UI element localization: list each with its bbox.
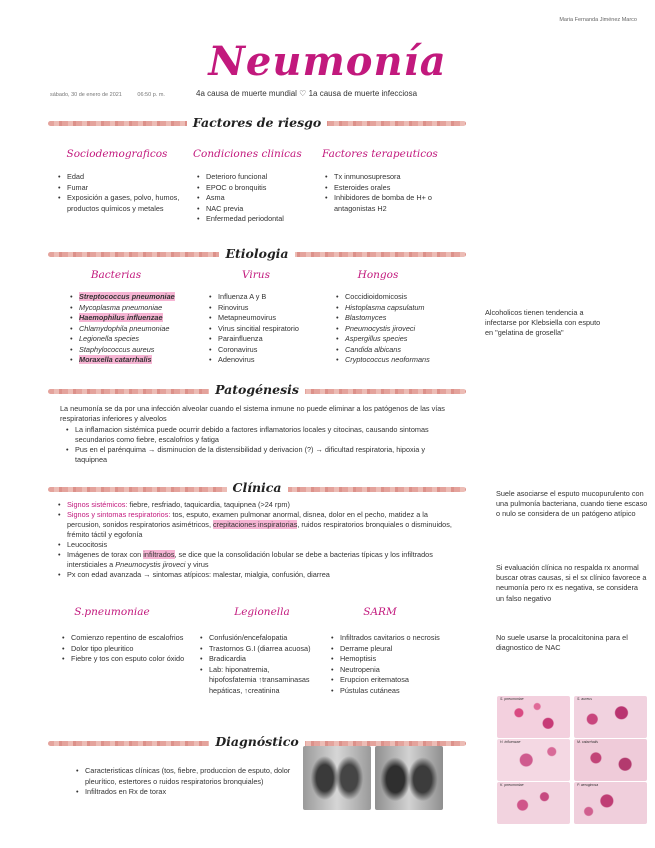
etiology-bacteria-list xyxy=(70,292,195,366)
micro-kpneumoniae-image: K. pneumoniae xyxy=(497,782,570,824)
micro-hinfluenzae-image: H. influenzae xyxy=(497,739,570,781)
list-item: • Rinovirus xyxy=(209,303,334,314)
sputum-side-note: Suele asociarse el esputo mucopurulento con una pulmonía bacteriana, cuando tiene escaso o nulo se considera de un patógeno atípico xyxy=(496,489,648,519)
list-item: • Leucocitosis xyxy=(58,540,452,550)
list-item: • Mycoplasma pneumoniae xyxy=(70,303,195,314)
diagnosis-heading: Diagnóstico xyxy=(0,734,514,749)
list-item: • Legionella species xyxy=(70,334,195,345)
list-item: • Blastomyces xyxy=(336,313,466,324)
list-item: • Haemophilus influenzae xyxy=(70,313,195,324)
list-item: • Signos sistémicos: fiebre, resfriado, taquicardia, taquipnea (>24 rpm) xyxy=(58,500,452,510)
legionella-list xyxy=(200,633,318,696)
micro-saureus-image: S. aureus xyxy=(574,696,647,738)
list-item: • Infiltrados en Rx de torax xyxy=(76,787,296,798)
list-item: • Imágenes de torax con infiltrados, se dice que la consolidación lobular se debe a bacterias típicas y los infiltrados intersticiales a Pneumocystis jiroveci y virus xyxy=(58,550,452,570)
list-item: • Pneumocystis jiroveci xyxy=(336,324,466,335)
list-item: • Parainfluenza xyxy=(209,334,334,345)
author-name: Maria Fernanda Jiménez Marco xyxy=(559,17,637,23)
etiology-bacteria-heading: Bacterias xyxy=(90,269,142,281)
etiology-fungi-list xyxy=(336,292,466,366)
list-item: • NAC previa xyxy=(197,204,322,215)
list-item: • Streptococcus pneumoniae xyxy=(70,292,195,303)
list-item: • Cryptococcus neoformans xyxy=(336,355,466,366)
list-item: • Tx inmunosupresora xyxy=(325,172,440,183)
risk-therapeutic-heading: Factores terapeuticos xyxy=(322,148,438,160)
list-item: • Lab: hiponatremia, hipofosfatemia ↑transaminasas hepáticas, ↑creatinina xyxy=(200,665,318,697)
risk-sociodemographic-heading: Sociodemograficos xyxy=(66,148,168,160)
list-item: • Dolor tipo pleuritico xyxy=(62,644,187,655)
list-item: • Hemoptisis xyxy=(331,654,443,665)
list-item: • Fumar xyxy=(58,183,186,194)
list-item: • Asma xyxy=(197,193,322,204)
list-item: • Enfermedad periodontal xyxy=(197,214,322,225)
risk-sociodemographic-list xyxy=(58,172,186,214)
list-item: • Derrame pleural xyxy=(331,644,443,655)
list-item: • Esteroides orales xyxy=(325,183,440,194)
list-item: • Deterioro funcional xyxy=(197,172,322,183)
sarm-list xyxy=(331,633,443,696)
risk-heading: Factores de riesgo xyxy=(0,115,514,130)
procalcitonin-side-note: No suele usarse la procalcitonina para el diagnostico de NAC xyxy=(496,633,628,653)
list-item: • Edad xyxy=(58,172,186,183)
list-item: • Chlamydophila pneumoniae xyxy=(70,324,195,335)
list-item: • Exposición a gases, polvo, humos, productos químicos y metales xyxy=(58,193,186,214)
list-item: • Coccidioidomicosis xyxy=(336,292,466,303)
etiology-virus-list xyxy=(209,292,334,366)
spneumo-list xyxy=(62,633,187,665)
list-item: • Moraxella catarrhalis xyxy=(70,355,195,366)
list-item: • Bradicardia xyxy=(200,654,318,665)
klebsiella-side-note: Alcoholicos tienen tendencia a infectarse por Klebsiella con esputo en "gelatina de grosella" xyxy=(485,308,601,338)
etiology-virus-heading: Virus xyxy=(242,269,270,281)
micro-spneumoniae-image: S. pneumoniae xyxy=(497,696,570,738)
risk-therapeutic-list xyxy=(325,172,440,214)
microscopy-image-grid xyxy=(497,696,647,824)
list-item: • Infiltrados cavitarios o necrosis xyxy=(331,633,443,644)
list-item: • Inhibidores de bomba de H+ o antagonistas H2 xyxy=(325,193,440,214)
list-item: • Trastornos G.I (diarrea acuosa) xyxy=(200,644,318,655)
sarm-heading: SARM xyxy=(363,606,397,618)
list-item: • Erupcion eritematosa xyxy=(331,675,443,686)
list-item: • Signos y sintomas respiratorios: tos, esputo, examen pulmonar anormal, disnea, dolor en el pecho, matidez a la percusion, sonidos respiratorios asimétricos, crepitaciones inspiratorias, ruidos respiratorios bronquiales o disminuidos, frémito táctil y egofonía xyxy=(58,510,452,540)
etiology-fungi-heading: Hongos xyxy=(357,269,399,281)
diagnosis-list xyxy=(76,766,296,798)
risk-clinical-heading: Condiciones clinicas xyxy=(193,148,302,160)
list-item: • Adenovirus xyxy=(209,355,334,366)
list-item: • Caracteristicas clínicas (tos, fiebre, produccion de esputo, dolor pleurítico, estertores o ruidos respiratorios bronquiales) xyxy=(76,766,296,787)
pathogenesis-list xyxy=(66,425,444,465)
chest-xray-image-1 xyxy=(303,746,371,810)
pathogenesis-intro: La neumonía se da por una infección alveolar cuando el sistema inmune no puede eliminar a los patógenos de las vías respiratorias inferiores y alveolos xyxy=(60,404,445,423)
list-item: • La inflamacion sistémica puede ocurrir debido a factores inflamatorios locales y citocinas, causando sintomas secundarios como fiebre, escalofrios y fatiga xyxy=(66,425,444,445)
clinical-list xyxy=(58,500,452,580)
list-item: • EPOC o bronquitis xyxy=(197,183,322,194)
risk-clinical-list xyxy=(197,172,322,225)
page-subtitle: 4a causa de muerte mundial ♡ 1a causa de muerte infecciosa xyxy=(196,89,418,98)
etiology-heading: Etiologia xyxy=(0,246,514,261)
xray-side-note: Si evaluación clínica no respalda rx anormal buscar otras causas, si el sx clínico favorece a neumonía pero rx es negativa, se considera un falso negativo xyxy=(496,563,647,603)
clinical-heading: Clínica xyxy=(0,480,514,495)
micro-paeruginosa-image: P. aeruginosa xyxy=(574,782,647,824)
list-item: • Coronavirus xyxy=(209,345,334,356)
list-item: • Comienzo repentino de escalofrios xyxy=(62,633,187,644)
list-item: • Influenza A y B xyxy=(209,292,334,303)
legionella-heading: Legionella xyxy=(234,606,290,618)
list-item: • Pústulas cutáneas xyxy=(331,686,443,697)
list-item: • Metapneumovirus xyxy=(209,313,334,324)
list-item: • Staphylococcus aureus xyxy=(70,345,195,356)
list-item: • Neutropenia xyxy=(331,665,443,676)
list-item: • Virus sincitial respiratorio xyxy=(209,324,334,335)
time-text: 06:50 p. m. xyxy=(137,92,165,98)
date-text: sábado, 30 de enero de 2021 xyxy=(50,92,122,98)
list-item: • Px con edad avanzada → sintomas atípicos: malestar, mialgia, confusión, diarrea xyxy=(58,570,452,580)
pathogenesis-heading: Patogénesis xyxy=(0,382,514,397)
list-item: • Histoplasma capsulatum xyxy=(336,303,466,314)
page-title: Neumonía xyxy=(208,38,447,85)
chest-xray-image-2 xyxy=(375,746,443,810)
list-item: • Pus en el parénquima → disminucion de la distensibilidad y derivacion (?) → dificultad respiratoria, hipoxia y taquipnea xyxy=(66,445,444,465)
spneumo-heading: S.pneumoniae xyxy=(74,606,150,618)
list-item: • Confusión/encefalopatia xyxy=(200,633,318,644)
list-item: • Fiebre y tos con esputo color óxido xyxy=(62,654,187,665)
note-date xyxy=(50,92,165,98)
list-item: • Candida albicans xyxy=(336,345,466,356)
micro-mcatarrhalis-image: M. catarrhalis xyxy=(574,739,647,781)
list-item: • Aspergillus species xyxy=(336,334,466,345)
